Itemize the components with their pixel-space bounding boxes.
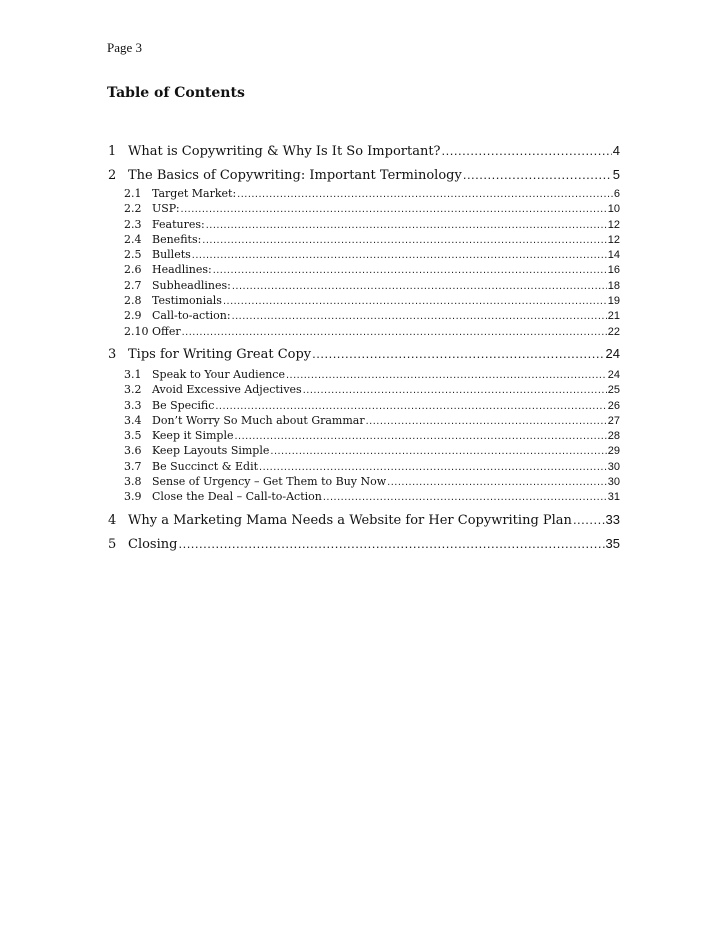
dot-leader: [312, 343, 604, 365]
toc-entry-number: 2.8: [124, 294, 142, 308]
toc-entry-title: Target Market:: [152, 187, 237, 200]
toc-entry-3-4[interactable]: [108, 413, 620, 428]
dot-leader: [178, 533, 604, 555]
dot-leader: [237, 187, 613, 202]
toc-entry-number: 3.4: [124, 413, 142, 427]
toc-entry-3-1[interactable]: [108, 367, 620, 382]
toc-entry-page: 19: [607, 295, 620, 308]
toc-entry-title: Keep it Simple: [152, 429, 234, 443]
toc-entry-title: Why a Marketing Mama Needs a Website for Her Copywriting Plan: [128, 512, 572, 528]
toc-entry-2[interactable]: [108, 164, 620, 186]
toc-entry-2-4[interactable]: [108, 232, 620, 247]
toc-entry-page: 14: [607, 249, 620, 262]
toc-entry-title: Benefits:: [152, 232, 202, 246]
toc-entry-5[interactable]: [108, 533, 620, 555]
toc-entry-number: 2.4: [124, 232, 142, 246]
dot-leader: [387, 475, 607, 490]
toc-entry-title: Close the Deal – Call-to-Action: [152, 490, 322, 504]
dot-leader: [270, 444, 606, 459]
toc-entry-number: 2.7: [124, 278, 142, 292]
toc-entry-title: Keep Layouts Simple: [152, 444, 270, 458]
toc-entry-3-7[interactable]: [108, 459, 620, 474]
toc-entry-title: Speak to Your Audience: [152, 367, 285, 381]
dot-leader: [303, 383, 607, 398]
toc-entry-3-3[interactable]: [108, 398, 620, 413]
toc-entry-2-2[interactable]: [108, 201, 620, 216]
dot-leader: [206, 218, 607, 233]
toc-entry-title: Be Succinct & Edit: [152, 459, 259, 473]
toc-entry-2-6[interactable]: [108, 262, 620, 277]
toc-entry-page: 28: [607, 430, 620, 443]
toc-entry-number: 2.3: [124, 217, 142, 231]
toc-entry-1[interactable]: [108, 140, 620, 162]
toc-entry-number: 3.6: [124, 444, 142, 458]
toc-entry-page: 10: [607, 203, 620, 216]
toc-entry-number: 1: [108, 144, 117, 159]
toc-entry-title: Avoid Excessive Adjectives: [152, 383, 302, 397]
dot-leader: [366, 414, 607, 429]
toc-entry-title: Features:: [152, 217, 205, 231]
toc-entry-page: 4: [612, 143, 620, 158]
dot-leader: [573, 509, 605, 531]
dot-leader: [232, 309, 607, 324]
toc-entry-page: 24: [605, 345, 620, 361]
toc-entry-page: 33: [605, 511, 620, 527]
toc-entry-title: What is Copywriting & Why Is It So Important?: [128, 144, 441, 159]
toc-entry-number: 3.8: [124, 475, 142, 489]
toc-entry-2-3[interactable]: [108, 217, 620, 232]
toc-entry-title: Tips for Writing Great Copy: [128, 346, 312, 362]
dot-leader: [232, 279, 607, 294]
toc-entry-page: 21: [607, 310, 620, 323]
toc-entry-3-6[interactable]: [108, 443, 620, 458]
toc-entry-2-1[interactable]: [108, 186, 620, 201]
toc-entry-title: Don’t Worry So Much about Grammar: [152, 413, 365, 427]
toc-entry-title: Subheadlines:: [152, 278, 231, 292]
table-of-contents: [108, 140, 620, 555]
dot-leader: [286, 368, 607, 383]
toc-entry-title: USP:: [152, 202, 180, 216]
toc-entry-2-5[interactable]: [108, 247, 620, 262]
toc-entry-4[interactable]: [108, 509, 620, 531]
toc-entry-page: 22: [607, 325, 620, 338]
toc-entry-2-9[interactable]: [108, 308, 620, 323]
toc-entry-page: 26: [607, 399, 620, 412]
toc-entry-page: 29: [607, 445, 620, 458]
dot-leader: [181, 202, 607, 217]
toc-entry-page: 6: [613, 188, 620, 200]
toc-entry-2-8[interactable]: [108, 293, 620, 308]
toc-entry-number: 3: [108, 346, 117, 362]
toc-entry-page: 24: [607, 368, 620, 381]
dot-leader: [259, 460, 607, 475]
toc-entry-number: 2.1: [124, 187, 142, 200]
toc-entry-page: 30: [607, 476, 620, 489]
toc-entry-number: 2.10: [124, 324, 149, 338]
toc-entry-page: 27: [607, 414, 620, 427]
toc-entry-page: 5: [612, 167, 620, 182]
toc-entry-title: Call-to-action:: [152, 309, 231, 323]
toc-entry-3-8[interactable]: [108, 474, 620, 489]
toc-entry-title: Testimonials: [152, 294, 222, 308]
toc-entry-3-9[interactable]: [108, 489, 620, 504]
toc-entry-number: 3.9: [124, 490, 142, 504]
dot-leader: [202, 233, 606, 248]
dot-leader: [234, 429, 606, 444]
toc-entry-page: 12: [607, 218, 620, 231]
toc-entry-page: 12: [607, 233, 620, 246]
toc-entry-2-7[interactable]: [108, 278, 620, 293]
toc-entry-number: 3.1: [124, 367, 142, 381]
toc-entry-title: Headlines:: [152, 263, 212, 277]
toc-entry-title: Be Specific: [152, 398, 215, 412]
toc-entry-3-5[interactable]: [108, 428, 620, 443]
toc-entry-number: 3.2: [124, 383, 142, 397]
toc-entry-number: 3.3: [124, 398, 142, 412]
page-number-header: Page 3: [107, 40, 143, 55]
toc-entry-number: 3.5: [124, 429, 142, 443]
toc-entry-number: 3.7: [124, 459, 142, 473]
dot-leader: [192, 248, 607, 263]
toc-entry-2-10[interactable]: [108, 324, 620, 339]
toc-entry-page: 25: [607, 384, 620, 397]
toc-entry-page: 31: [607, 491, 620, 504]
toc-entry-number: 2.2: [124, 202, 142, 216]
toc-entry-3-2[interactable]: [108, 382, 620, 397]
toc-entry-title: Closing: [128, 536, 178, 552]
toc-entry-number: 2.6: [124, 263, 142, 277]
toc-entry-page: 35: [605, 535, 620, 551]
toc-title: Table of Contents: [107, 85, 245, 101]
toc-entry-page: 16: [607, 264, 620, 277]
dot-leader: [213, 263, 607, 278]
toc-entry-number: 5: [108, 536, 117, 552]
dot-leader: [223, 294, 607, 309]
dot-leader: [463, 164, 612, 186]
dot-leader: [442, 140, 612, 162]
toc-entry-number: 2.9: [124, 309, 142, 323]
toc-entry-title: Bullets: [152, 248, 191, 262]
toc-entry-title: Sense of Urgency – Get Them to Buy Now: [152, 475, 387, 489]
dot-leader: [215, 399, 606, 414]
toc-entry-number: 2.5: [124, 248, 142, 262]
dot-leader: [323, 490, 607, 505]
toc-entry-title: The Basics of Copywriting: Important Terminology: [128, 168, 462, 183]
toc-entry-page: 18: [607, 279, 620, 292]
toc-entry-number: 2: [108, 168, 117, 183]
toc-entry-page: 30: [607, 460, 620, 473]
toc-entry-number: 4: [108, 512, 117, 528]
toc-entry-title: Offer: [152, 324, 181, 338]
toc-entry-3[interactable]: [108, 343, 620, 365]
dot-leader: [182, 325, 607, 340]
